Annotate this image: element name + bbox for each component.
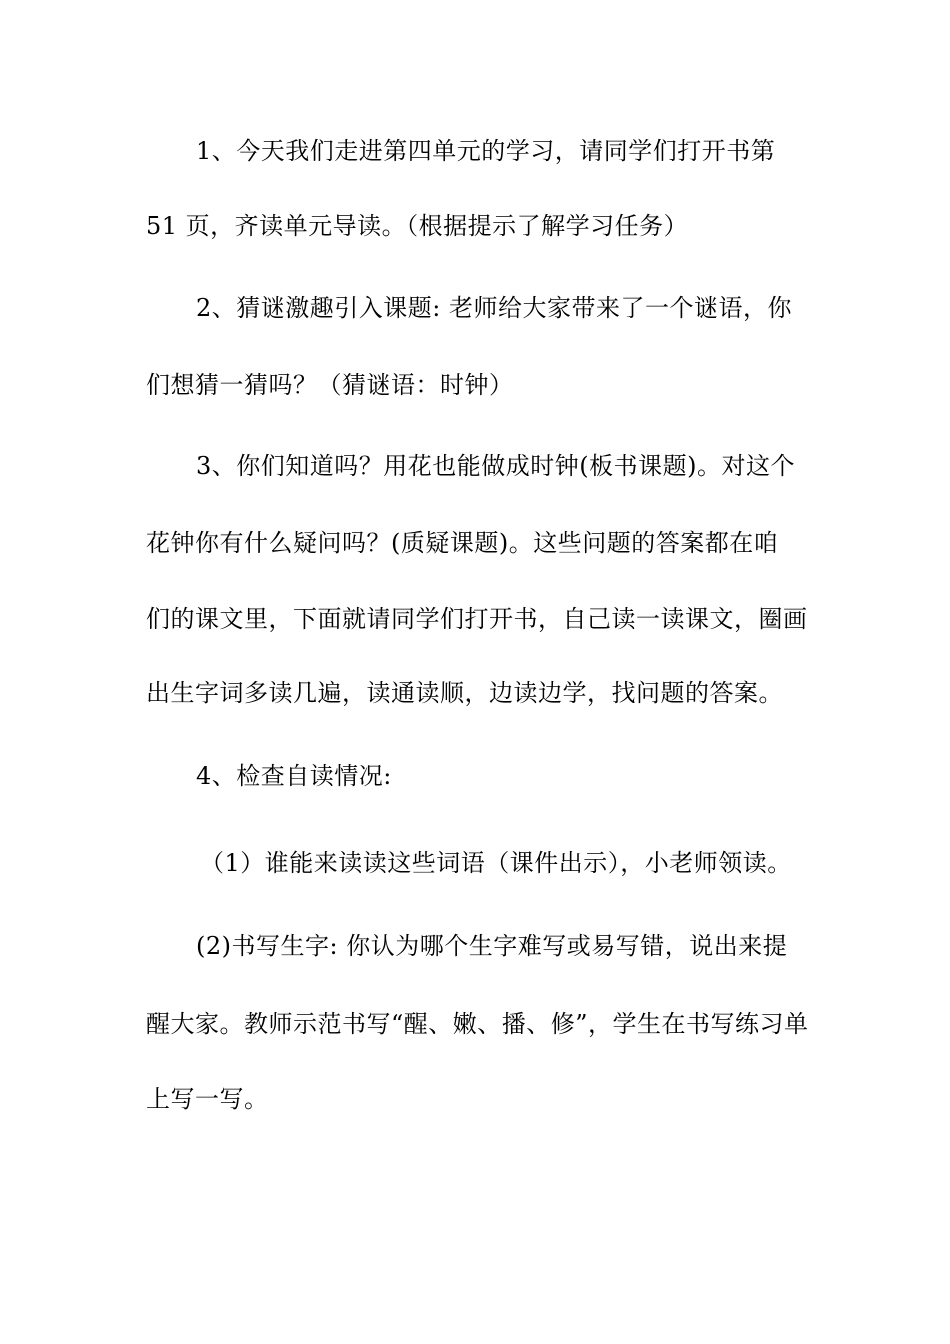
paragraph-3-line-2: 花钟你有什么疑问吗？(质疑课题)。这些问题的答案都在咱: [146, 529, 779, 557]
paragraph-1-line-2: 51 页，齐读单元导读。（根据提示了解学习任务）: [146, 212, 689, 240]
paragraph-2-line-1: 2、猜谜激趣引入课题: 老师给大家带来了一个谜语，你: [196, 294, 792, 322]
paragraph-3-line-4: 出生字词多读几遍，读通读顺，边读边学，找问题的答案。: [146, 679, 783, 707]
paragraph-5-line-1: （1）谁能来读读这些词语（课件出示），小老师领读。: [200, 849, 792, 877]
paragraph-1-line-1: 1、今天我们走进第四单元的学习，请同学们打开书第: [196, 137, 776, 165]
paragraph-3-line-1: 3、你们知道吗？用花也能做成时钟(板书课题)。对这个: [196, 452, 795, 480]
paragraph-4-heading: 4、检查自读情况:: [196, 762, 392, 790]
paragraph-6-line-2: 醒大家。教师示范书写“醒、嫩、播、修”，学生在书写练习单: [146, 1010, 809, 1038]
paragraph-3-line-3: 们的课文里，下面就请同学们打开书，自己读一读课文，圈画: [146, 605, 808, 633]
paragraph-6-line-3: 上写一写。: [146, 1085, 269, 1113]
paragraph-2-line-2: 们想猜一猜吗？（猜谜语：时钟）: [146, 371, 514, 399]
paragraph-6-line-1: (2)书写生字: 你认为哪个生字难写或易写错，说出来提: [196, 932, 788, 960]
